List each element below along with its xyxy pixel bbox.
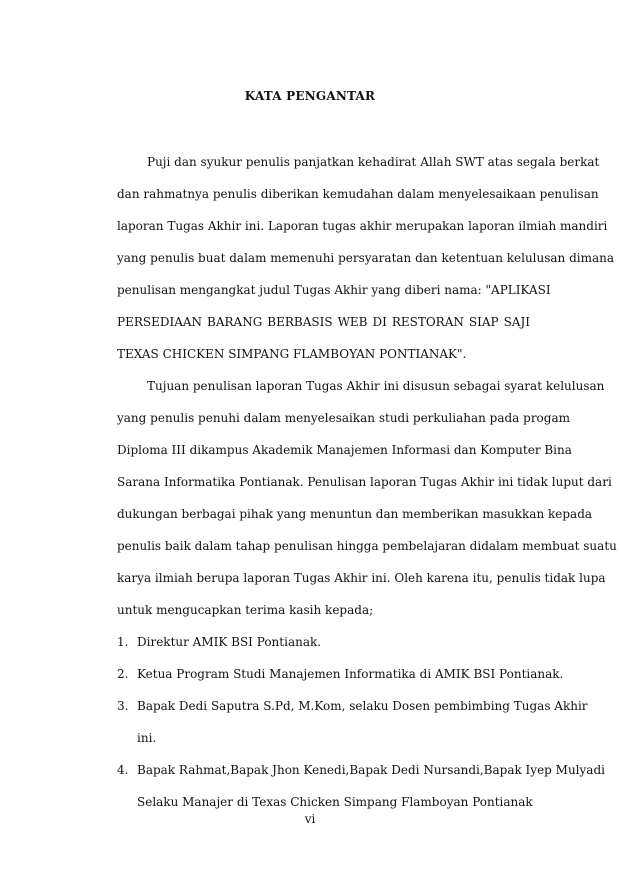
- list-number: 1.: [117, 635, 129, 649]
- paragraph-1-line: TEXAS CHICKEN SIMPANG FLAMBOYAN PONTIANAK".: [117, 347, 467, 361]
- paragraph-2-line: Tujuan penulisan laporan Tugas Akhir ini disusun sebagai syarat kelulusan: [147, 379, 605, 393]
- list-item-line: Bapak Rahmat,Bapak Jhon Kenedi,Bapak Dedi Nursandi,Bapak Iyep Mulyadi: [137, 763, 605, 777]
- paragraph-2-line: yang penulis penuhi dalam menyelesaikan studi perkuliahan pada progam: [117, 411, 570, 425]
- paragraph-2-line: Diploma III dikampus Akademik Manajemen Informasi dan Komputer Bina: [117, 443, 572, 457]
- paragraph-1-line: penulisan mengangkat judul Tugas Akhir yang diberi nama: "APLIKASI: [117, 283, 551, 297]
- list-item-line: Selaku Manajer di Texas Chicken Simpang Flamboyan Pontianak: [137, 795, 533, 809]
- list-number: 2.: [117, 667, 129, 681]
- paragraph-1-line: yang penulis buat dalam memenuhi persyaratan dan ketentuan kelulusan dimana: [117, 251, 615, 265]
- page-number: vi: [304, 812, 316, 826]
- paragraph-2-line: dukungan berbagai pihak yang menuntun dan memberikan masukkan kepada: [117, 507, 593, 521]
- paragraph-2-line: untuk mengucapkan terima kasih kepada;: [117, 603, 374, 617]
- paragraph-1-line: PERSEDIAAN BARANG BERBASIS WEB DI RESTORAN SIAP SAJI: [117, 315, 530, 329]
- list-item-line: Bapak Dedi Saputra S.Pd, M.Kom, selaku Dosen pembimbing Tugas Akhir: [137, 699, 588, 713]
- list-item-line: ini.: [137, 731, 157, 745]
- list-item-line: Ketua Program Studi Manajemen Informatika di AMIK BSI Pontianak.: [137, 667, 564, 681]
- paragraph-2-line: penulis baik dalam tahap penulisan hingga pembelajaran didalam membuat suatu: [117, 539, 617, 553]
- paragraph-1-line: Puji dan syukur penulis panjatkan kehadirat Allah SWT atas segala berkat: [147, 155, 600, 169]
- list-number: 4.: [117, 763, 129, 777]
- paragraph-2-line: karya ilmiah berupa laporan Tugas Akhir ini. Oleh karena itu, penulis tidak lupa: [117, 571, 606, 585]
- list-number: 3.: [117, 699, 129, 713]
- page-title: KATA PENGANTAR: [244, 89, 376, 103]
- paragraph-2-line: Sarana Informatika Pontianak. Penulisan laporan Tugas Akhir ini tidak luput dari: [117, 475, 612, 489]
- list-item-line: Direktur AMIK BSI Pontianak.: [137, 635, 322, 649]
- paragraph-1-line: dan rahmatnya penulis diberikan kemudahan dalam menyelesaikaan penulisan: [117, 187, 599, 201]
- paragraph-1-line: laporan Tugas Akhir ini. Laporan tugas akhir merupakan laporan ilmiah mandiri: [117, 219, 608, 233]
